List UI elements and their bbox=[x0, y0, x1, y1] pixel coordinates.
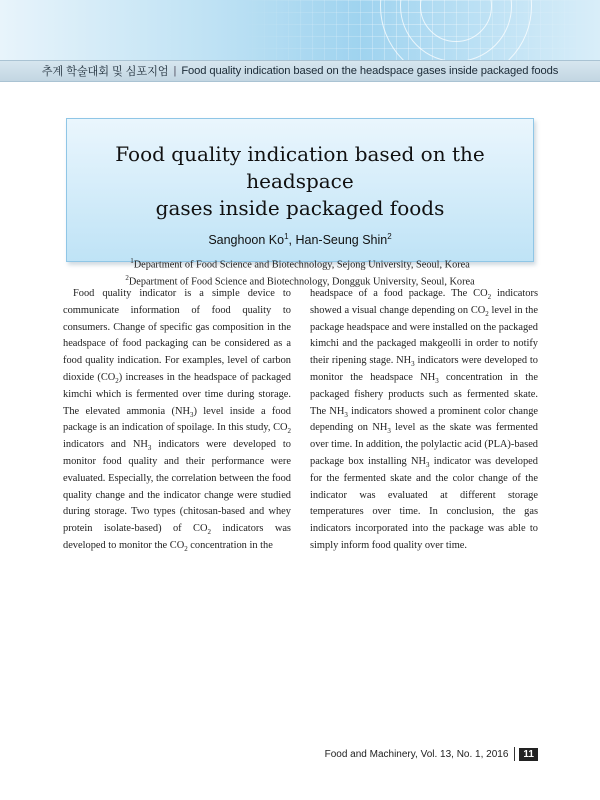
affiliation-mark: 2 bbox=[125, 273, 129, 282]
affiliation-line bbox=[67, 255, 533, 271]
body-text: concentration in the bbox=[187, 539, 273, 551]
affiliation-text: Department of Food Science and Biotechnology, Dongguk University, Seoul, Korea bbox=[128, 276, 475, 287]
subscript: 3 bbox=[411, 360, 415, 369]
affiliation-text: Department of Food Science and Biotechnology, Sejong University, Seoul, Korea bbox=[133, 259, 470, 271]
body-text: indicators were developed to monitor the headspace NH bbox=[310, 355, 538, 383]
body-text: indicator was developed for the fermented skate and the color change of the indicator was evaluated at different storage temperatures over time. In conclusion, the gas indicators incorporated into the package was able to simply inform food quality over time. bbox=[310, 455, 538, 551]
subscript: 2 bbox=[184, 545, 188, 554]
body-text: concentration in the packaged fishery products such as fermented skate. The NH bbox=[310, 371, 538, 417]
body-text: level as the skate was fermented over time. In addition, the polylactic acid (PLA)-based package box installing NH bbox=[310, 422, 538, 467]
body-text: level in the package headspace and were installed on the packaged kimchi and the packaged makgeolli in order to notify their ripening stage. NH bbox=[310, 304, 538, 367]
subscript: 3 bbox=[426, 461, 430, 470]
subscript: 2 bbox=[115, 377, 119, 386]
author-separator: , bbox=[288, 233, 296, 248]
abstract-right-column bbox=[310, 286, 538, 555]
author-list bbox=[67, 232, 533, 247]
title-box bbox=[66, 118, 534, 287]
body-text: ) level inside a food package is an indication of spoilage. In this study, CO bbox=[63, 405, 291, 434]
footer-divider bbox=[514, 747, 515, 761]
page-footer bbox=[325, 746, 538, 762]
subscript: 3 bbox=[344, 410, 348, 419]
body-text: headspace of a food package. The CO bbox=[310, 288, 488, 299]
affiliations bbox=[67, 255, 533, 288]
top-decorative-band bbox=[0, 0, 600, 60]
journal-citation: Food and Machinery, Vol. 13, No. 1, 2016 bbox=[324, 748, 509, 760]
abstract-left-column bbox=[63, 286, 291, 555]
author-name: Han-Seung Shin bbox=[295, 233, 388, 248]
running-header-english: Food quality indication based on the headspace gases inside packaged foods bbox=[181, 65, 559, 77]
affiliation-mark: 1 bbox=[130, 257, 134, 266]
subscript: 2 bbox=[485, 309, 489, 318]
author-affiliation-mark: 2 bbox=[387, 232, 392, 241]
author-name: Sanghoon Ko bbox=[208, 233, 285, 248]
body-text: Food quality indicator is a simple device to communicate information of food quality to consumers. Change of specific gas composition in the headspace of food packaging can be considered as a food quality indication. For examples, level of carbon dioxide (CO bbox=[63, 288, 291, 383]
running-header bbox=[0, 60, 600, 82]
body-text: indicators and NH bbox=[63, 439, 148, 451]
body-text: indicators was developed to monitor the CO bbox=[63, 523, 291, 551]
subscript: 2 bbox=[287, 427, 291, 436]
paper-title-line-2: gases inside packaged foods bbox=[155, 196, 445, 220]
running-header-korean: 추계 학술대회 및 심포지엄 bbox=[41, 66, 169, 78]
page-number: 11 bbox=[519, 748, 538, 761]
body-text: ) increases in the headspace of packaged kimchi which is fermented over time during storage. The elevated ammonia (NH bbox=[63, 371, 291, 417]
body-text: indicators were developed to monitor food quality and their performance were evaluated. Especially, the correlation between the food quality change and the indicator change were studied during storage. Two types (chitosan-based and whey protein isolate-based) of CO bbox=[63, 439, 291, 535]
body-text: indicators showed a prominent color change depending on NH bbox=[310, 405, 538, 434]
running-header-separator: | bbox=[173, 65, 177, 77]
body-text: indicators showed a visual change depending on CO bbox=[310, 288, 538, 316]
paper-title bbox=[77, 141, 523, 222]
subscript: 3 bbox=[147, 444, 152, 453]
subscript: 3 bbox=[189, 410, 194, 419]
author-affiliation-mark: 1 bbox=[284, 232, 289, 241]
subscript: 3 bbox=[387, 427, 391, 436]
subscript: 3 bbox=[435, 377, 439, 386]
subscript: 2 bbox=[487, 293, 492, 302]
subscript: 2 bbox=[207, 528, 211, 537]
paper-title-line-1: Food quality indication based on the headspace bbox=[115, 142, 485, 193]
